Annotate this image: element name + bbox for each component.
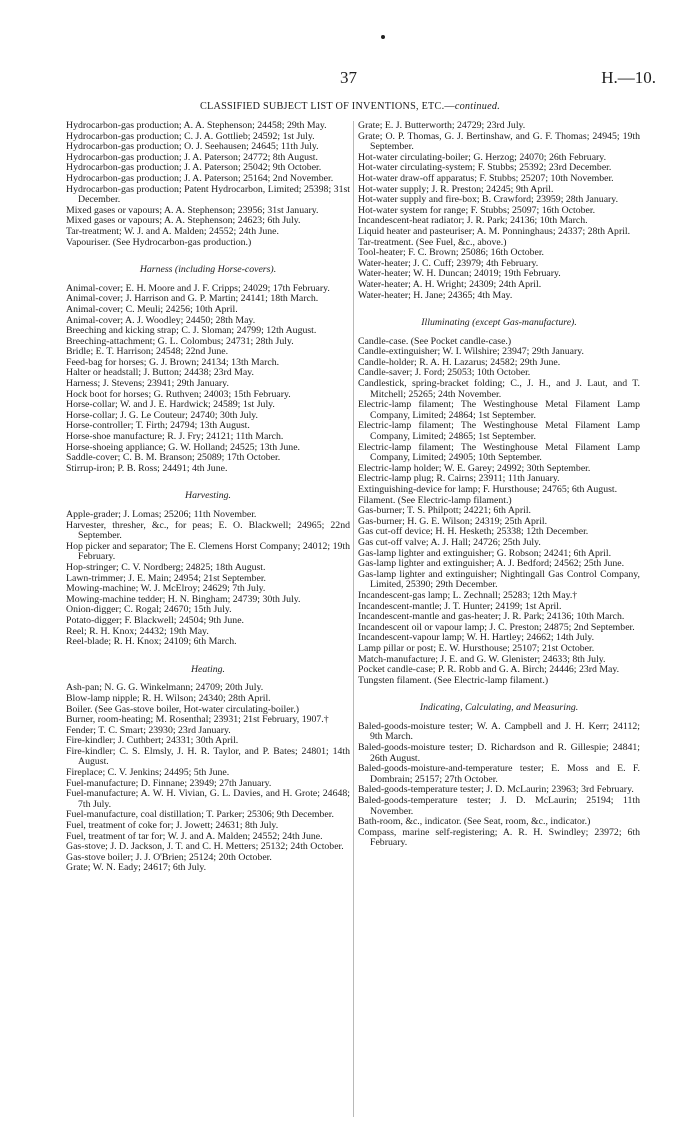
invention-entry: Hot-water supply and fire-box; B. Crawford; 23959; 28th January. (358, 194, 619, 206)
invention-entry: Match-manufacture; J. E. and G. W. Glenister; 24633; 8th July. (358, 653, 606, 665)
invention-entry: Mowing-machine tedder; H. N. Bingham; 24739; 30th July. (66, 593, 301, 605)
invention-entry: Incandescent-mantle; J. T. Hunter; 24199; 1st April. (358, 600, 562, 612)
invention-entry: Gas-lamp lighter and extinguisher; Nightingall Gas Control Company, Limited, 25390; 29th December. (358, 568, 640, 591)
invention-entry: Tar-treatment; W. J. and A. Malden; 24552; 24th June. (66, 225, 279, 237)
invention-entry: Ash-pan; N. G. G. Winkelmann; 24709; 20th July. (66, 682, 264, 694)
invention-entry: Incandescent-gas lamp; L. Zechnall; 25283; 12th May.† (358, 589, 578, 601)
invention-entry: Candle-case. (See Pocket candle-case.) (358, 335, 512, 347)
invention-entry: Stirrup-iron; P. B. Ross; 24491; 4th June. (66, 462, 228, 474)
invention-entry: Electric-lamp filament; The Westinghouse Metal Filament Lamp Company, Limited; 24864; 1st September. (358, 399, 640, 421)
invention-entry: Grate; O. P. Thomas, G. J. Bertinshaw, and G. F. Thomas; 24945; 19th September. (358, 130, 640, 153)
invention-entry: Horse-shoe manufacture; R. J. Fry; 24121; 11th March. (66, 431, 284, 443)
invention-entry: Breeching-attachment; G. L. Colombus; 24731; 28th July. (66, 335, 294, 347)
invention-entry: Fireplace; C. V. Jenkins; 24495; 5th June. (66, 767, 230, 779)
invention-entry: Horse-collar; J. G. Le Couteur; 24740; 30th July. (66, 409, 259, 421)
invention-entry: Compass, marine self-registering; A. R. H. Swindley; 23972; 6th February. (358, 826, 640, 849)
invention-entry: Breeching and kicking strap; C. J. Sloman; 24799; 12th August. (66, 325, 317, 337)
invention-entry: Fuel-manufacture; D. Finnane; 23949; 27th January. (66, 777, 272, 789)
invention-entry: Harvester, thresher, &c., for peas; E. O. Blackwell; 24965; 22nd September. (66, 519, 350, 542)
invention-entry: Lamp pillar or post; E. W. Hursthouse; 25107; 21st October. (358, 642, 595, 654)
invention-entry: Fuel-manufacture; A. W. H. Vivian, G. L. Davies, and H. Grote; 24648; 7th July. (66, 788, 350, 810)
invention-entry: Candlestick, spring-bracket folding; C., J. H., and J. Laut, and T. Mitchell; 25265; 24th November. (358, 378, 640, 400)
invention-entry: Blow-lamp nipple; R. H. Wilson; 24340; 28th April. (66, 692, 271, 704)
invention-entry: Extinguishing-device for lamp; F. Hursthouse; 24765; 6th August. (358, 484, 618, 495)
page-number: 37 (340, 68, 357, 87)
invention-entry: Harness; J. Stevens; 23941; 29th January. (66, 378, 229, 390)
invention-entry: Gas cut-off device; H. H. Hesketh; 25338; 12th December. (358, 526, 589, 538)
invention-entry: Liquid heater and pasteuriser; A. M. Ponninghaus; 24337; 28th April. (358, 225, 631, 237)
left-column (66, 121, 350, 874)
page-heading (0, 101, 700, 112)
invention-entry: Reel; R. H. Knox; 24432; 19th May. (66, 625, 209, 637)
invention-entry: Candle-holder; R. A. H. Lazarus; 24582; 29th June. (358, 356, 561, 368)
invention-entry: Animal-cover; J. Harrison and G. P. Martin; 24141; 18th March. (66, 293, 319, 305)
invention-entry: Grate; E. J. Butterworth; 24729; 23rd July. (358, 120, 526, 131)
invention-entry: Saddle-cover; C. B. M. Branson; 25089; 17th October. (66, 452, 281, 464)
invention-entry: Hydrocarbon-gas production; J. A. Paterson; 24772; 8th August. (66, 151, 318, 163)
invention-entry: Lawn-trimmer; J. E. Main; 24954; 21st September. (66, 572, 266, 584)
invention-entry: Hydrocarbon-gas production; C. J. A. Gottlieb; 24592; 1st July. (66, 130, 315, 142)
column-divider (353, 121, 354, 1117)
section-heading: Heating. (190, 663, 225, 675)
invention-entry: Hock boot for horses; G. Ruthven; 24003; 15th February. (66, 388, 291, 400)
invention-entry: Water-heater; H. Jane; 24365; 4th May. (358, 289, 513, 301)
invention-entry: Candle-extinguisher; W. I. Wilshire; 23947; 29th January. (358, 346, 584, 358)
invention-entry: Vapouriser. (See Hydrocarbon-gas production.) (66, 236, 252, 248)
invention-entry: Hydrocarbon-gas production; J. A. Paterson; 25164; 2nd November. (66, 172, 334, 184)
invention-entry: Baled-goods-moisture-and-temperature tester; E. Moss and E. F. Dombrain; 25157; 27th October. (358, 763, 640, 785)
invention-entry: Electric-lamp plug; R. Cairns; 23911; 11th January. (358, 473, 560, 485)
invention-entry: Animal-cover; C. Meuli; 24256; 10th April. (66, 303, 238, 315)
invention-entry: Baled-goods-moisture tester; D. Richardson and R. Gillespie; 24841; 26th August. (358, 742, 640, 764)
invention-entry: Boiler. (See Gas-stove boiler, Hot-water circulating-boiler.) (66, 703, 300, 715)
invention-entry: Bridle; E. T. Harrison; 24548; 22nd June. (66, 346, 229, 358)
invention-entry: Filament. (See Electric-lamp filament.) (358, 494, 512, 506)
invention-entry: Halter or headstall; J. Button; 24438; 23rd May. (66, 367, 254, 379)
invention-entry: Hot-water draw-off apparatus; F. Stubbs; 25207; 10th November. (358, 172, 614, 184)
invention-entry: Feed-bag for horses; G. J. Brown; 24134; 13th March. (66, 356, 280, 368)
invention-entry: Baled-goods-temperature tester; J. D. McLaurin; 23963; 3rd February. (358, 784, 634, 796)
invention-entry: Hot-water circulating-boiler; G. Herzog; 24070; 26th February. (358, 151, 607, 163)
invention-entry: Tungsten filament. (See Electric-lamp filament.) (358, 674, 549, 686)
invention-entry: Horse-controller; T. Firth; 24794; 13th August. (66, 420, 250, 432)
invention-entry: Potato-digger; F. Blackwell; 24504; 9th June. (66, 614, 244, 626)
invention-entry: Baled-goods-moisture tester; W. A. Campbell and J. H. Kerr; 24112; 9th March. (358, 720, 640, 743)
invention-entry: Reel-blade; R. H. Knox; 24109; 6th March. (66, 636, 237, 648)
invention-entry: Horse-collar; W. and J. E. Hardwick; 24589; 1st July. (66, 399, 275, 411)
section-heading: Illuminating (except Gas-manufacture). (421, 317, 577, 329)
invention-entry: Fender; T. C. Smart; 23930; 23rd January. (66, 724, 231, 736)
invention-entry: Electric-lamp filament; The Westinghouse Metal Filament Lamp Company, Limited; 24865; 1st September. (358, 420, 640, 443)
section-heading: Harvesting. (185, 490, 231, 502)
page-mark (381, 35, 385, 39)
invention-entry: Hydrocarbon-gas production; J. A. Paterson; 25042; 9th October. (66, 162, 322, 174)
invention-entry: Hot-water supply; J. R. Preston; 24245; 9th April. (358, 183, 554, 195)
invention-entry: Bath-room, &c., indicator. (See Seat, room, &c., indicator.) (358, 816, 591, 828)
invention-entry: Tool-heater; F. C. Brown; 25086; 16th October. (358, 247, 545, 259)
heading-text: CLASSIFIED SUBJECT LIST OF INVENTIONS, ETC.— (199, 101, 455, 112)
section-heading: Indicating, Calculating, and Measuring. (419, 702, 579, 714)
invention-entry: Electric-lamp filament; The Westinghouse Metal Filament Lamp Company, Limited; 24905; 10th September. (358, 441, 640, 464)
invention-entry: Hop-stringer; C. V. Nordberg; 24825; 18th August. (66, 561, 266, 573)
invention-entry: Pocket candle-case; P. R. Robb and G. A. Birch; 24446; 23rd May. (358, 664, 620, 676)
invention-entry: Horse-shoeing appliance; G. W. Holland; 24525; 13th June. (66, 441, 301, 453)
invention-entry: Fuel, treatment of tar for; W. J. and A. Malden; 24552; 24th June. (66, 830, 323, 842)
invention-entry: Incandescent-heat radiator; J. R. Park; 24136; 10th March. (358, 215, 588, 227)
invention-entry: Gas cut-off valve; A. J. Hall; 24726; 25th July. (358, 536, 541, 548)
invention-entry: Grate; W. N. Eady; 24617; 6th July. (66, 862, 207, 874)
heading-suffix: continued. (454, 101, 501, 112)
invention-entry: Hot-water system for range; F. Stubbs; 25097; 16th October. (358, 204, 596, 216)
invention-entry: Hydrocarbon-gas production; Patent Hydrocarbon, Limited; 25398; 31st December. (66, 183, 350, 206)
invention-entry: Baled-goods-temperature tester; J. D. McLaurin; 25194; 11th November. (358, 795, 640, 817)
invention-entry: Mowing-machine; W. J. McElroy; 24629; 7th July. (66, 583, 266, 595)
invention-entry: Apple-grader; J. Lomas; 25206; 11th November. (66, 509, 257, 520)
invention-entry: Gas-burner; H. G. E. Wilson; 24319; 25th April. (358, 515, 548, 527)
section-heading: Harness (including Horse-covers). (139, 264, 277, 276)
invention-entry: Incandescent-vapour lamp; W. H. Hartley; 24662; 14th July. (358, 632, 595, 644)
invention-entry: Animal-cover; A. J. Woodley; 24450; 28th May. (66, 314, 256, 326)
invention-entry: Gas-burner; T. S. Philpott; 24221; 6th April. (358, 505, 531, 517)
invention-entry: Tar-treatment. (See Fuel, &c., above.) (358, 236, 507, 248)
invention-entry: Mixed gases or vapours; A. A. Stephenson; 24623; 6th July. (66, 215, 301, 227)
invention-entry: Gas-stove; J. D. Jackson, J. T. and C. H. Metters; 25132; 24th October. (66, 841, 344, 853)
invention-entry: Fuel-manufacture, coal distillation; T. Parker; 25306; 9th December. (66, 809, 334, 821)
invention-entry: Incandescent oil or vapour lamp; J. C. Preston; 24875; 2nd September. (358, 621, 635, 633)
invention-entry: Water-heater; A. H. Wright; 24309; 24th April. (358, 278, 542, 290)
invention-entry: Water-heater; W. H. Duncan; 24019; 19th February. (358, 268, 561, 280)
document-reference: H.—10. (601, 68, 656, 87)
invention-entry: Water-heater; J. C. Cuff; 23979; 4th February. (358, 257, 539, 269)
invention-entry: Gas-stove boiler; J. J. O'Brien; 25124; 20th October. (66, 851, 272, 863)
invention-entry: Burner, room-heating; M. Rosenthal; 23931; 21st February, 1907.† (66, 714, 329, 726)
invention-entry: Hydrocarbon-gas production; A. A. Stephenson; 24458; 29th May. (66, 120, 327, 131)
invention-entry: Fuel, treatment of coke for; J. Jowett; 24631; 8th July. (66, 820, 279, 832)
invention-entry: Incandescent-mantle and gas-heater; J. R. Park; 24136; 10th March. (358, 611, 625, 623)
invention-entry: Gas-lamp lighter and extinguisher; G. Robson; 24241; 6th April. (358, 547, 612, 559)
invention-entry: Onion-digger; C. Rogal; 24670; 15th July. (66, 604, 232, 616)
right-column (358, 121, 640, 849)
invention-entry: Hot-water circulating-system; F. Stubbs; 25392; 23rd December. (358, 162, 612, 174)
invention-entry: Fire-kindler; J. Cuthbert; 24331; 30th April. (66, 735, 239, 747)
invention-entry: Hydrocarbon-gas production; O. J. Seehausen; 24645; 11th July. (66, 141, 319, 153)
invention-entry: Fire-kindler; C. S. Elmsly, J. H. R. Taylor, and P. Bates; 24801; 14th August. (66, 745, 350, 768)
invention-entry: Gas-lamp lighter and extinguisher; A. J. Bedford; 24562; 25th June. (358, 558, 625, 570)
invention-entry: Mixed gases or vapours; A. A. Stephenson; 23956; 31st January. (66, 204, 319, 216)
invention-entry: Hop picker and separator; The E. Clemens Horst Company; 24012; 19th February. (66, 540, 350, 563)
invention-entry: Electric-lamp holder; W. E. Garey; 24992; 30th September. (358, 462, 591, 474)
invention-entry: Animal-cover; E. H. Moore and J. F. Cripps; 24029; 17th February. (66, 282, 330, 294)
invention-entry: Candle-saver; J. Ford; 25053; 10th October. (358, 367, 531, 379)
